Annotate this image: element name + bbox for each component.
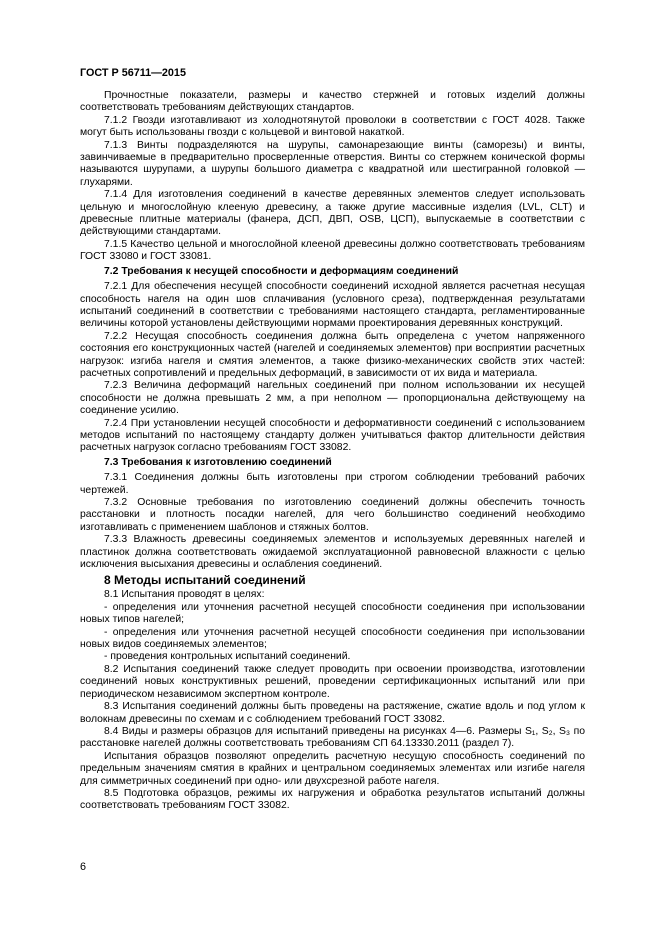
- paragraph: 8.3 Испытания соединений должны быть проведены на растяжение, сжатие вдоль и под углом к волокнам древесины по схемам и с соблюдением требований ГОСТ 33082.: [80, 701, 585, 725]
- paragraph: 7.2.2 Несущая способность соединения должна быть определена с учетом напряженного состояния его конструкционных частей (нагелей и соединяемых элементов) при восприятии расчетных нагрузок: изгиба нагеля и смятия элементов, а также физико-механических свойств этих частей: расчетных сопротивлений и предельных деформаций, в зависимости от их вида и материала.: [80, 330, 585, 379]
- paragraph: 8.5 Подготовка образцов, режимы их нагружения и обработка результатов испытаний должны соответствовать требованиям ГОСТ 33082.: [80, 787, 585, 812]
- paragraph: 8.4 Виды и размеры образцов для испытаний приведены на рисунках 4—6. Размеры S₁, S₂, S₃ по расстановке нагелей должны соответствовать требованиям СП 64.13330.2011 (раздел 7).: [80, 725, 585, 750]
- paragraph: - определения или уточнения расчетной несущей способности соединения при использовании новых типов нагелей;: [80, 601, 585, 626]
- paragraph: 7.1.4 Для изготовления соединений в качестве деревянных элементов следует использовать цельную и многослойную клееную древесину, а также другие массивные изделия (LVL, CLT) и древесные плитные материалы (фанера, ДСП, ДВП, OSB, ЦСП), выпускаемые в соответствии с действующими стандартами.: [80, 189, 585, 238]
- document-body: [80, 90, 585, 813]
- paragraph: 7.3.1 Соединения должны быть изготовлены при строгом соблюдении требований рабочих чертежей.: [80, 472, 585, 496]
- paragraph: 7.2.3 Величина деформаций нагельных соединений при полном использовании их несущей способности не должна превышать 2 мм, а при неполном — пропорциональна действующему на соединение усилию.: [80, 380, 585, 417]
- paragraph: 8.1 Испытания проводят в целях:: [104, 589, 265, 601]
- section-heading: 8 Методы испытаний соединений: [104, 573, 306, 588]
- page-number: 6: [80, 861, 87, 873]
- paragraph: 7.3.3 Влажность древесины соединяемых элементов и используемых деревянных нагелей и пластинок должна соответствовать ожидаемой эксплуатационной равновесной влажности с целью исключения высыхания древесины и ослабления соединений.: [80, 534, 585, 571]
- paragraph: 8.2 Испытания соединений также следует проводить при освоении производства, изготовлении соединений новых конструктивных решений, проведении сертификационных испытаний или при периодическом независимом экспертном контроле.: [80, 663, 585, 700]
- paragraph: - проведения контрольных испытаний соединений.: [104, 651, 351, 663]
- subsection-heading: 7.2 Требования к несущей способности и деформациям соединений: [104, 265, 459, 277]
- paragraph: - определения или уточнения расчетной несущей способности соединения при использовании новых видов соединяемых элементов;: [80, 626, 585, 651]
- paragraph: 7.1.3 Винты подразделяются на шурупы, самонарезающие винты (саморезы) и винты, завинчиваемые в предварительно просверленные отверстия. Винты со стержнем конической формы называются шурупами, а шурупы большого диаметра с квадратной или шестигранной головкой — глухарями.: [80, 139, 585, 188]
- paragraph: Испытания образцов позволяют определить расчетную несущую способность соединений по предельным значениям смятия в крайних и центральном соединяемых элементах или изгибе нагеля для симметричных соединений при одно- или двухсрезной работе нагеля.: [80, 750, 585, 787]
- paragraph: 7.1.5 Качество цельной и многослойной клееной древесины должно соответствовать требованиям ГОСТ 33080 и ГОСТ 33081.: [80, 238, 585, 263]
- paragraph: 7.2.1 Для обеспечения несущей способности соединений исходной является расчетная несущая способность нагеля на один шов сплачивания (условного среза), подтвержденная результатами испытаний соединений в соответствии с требованиями настоящего стандарта, регламентированные величины которой установлены действующими нормами проектирования деревянных конструкций.: [80, 281, 585, 330]
- paragraph: Прочностные показатели, размеры и качество стержней и готовых изделий должны соответствовать требованиям действующих стандартов.: [80, 90, 585, 114]
- paragraph: 7.2.4 При установлении несущей способности и деформативности соединений с использованием методов испытаний по настоящему стандарту должен учитываться фактор длительности действия расчетных нагрузок согласно требованиям ГОСТ 33082.: [80, 417, 585, 454]
- subsection-heading: 7.3 Требования к изготовлению соединений: [104, 456, 332, 468]
- paragraph: 7.3.2 Основные требования по изготовлению соединений должны обеспечить точность расстановки и плотность посадки нагелей, для чего большинство соединений необходимо изготавливать с применением шаблонов и стяжных болтов.: [80, 497, 585, 533]
- document-header: ГОСТ Р 56711—2015: [80, 67, 186, 79]
- paragraph: 7.1.2 Гвозди изготавливают из холоднотянутой проволоки в соответствии с ГОСТ 4028. Также могут быть использованы гвозди с кольцевой и винтовой накаткой.: [80, 114, 585, 139]
